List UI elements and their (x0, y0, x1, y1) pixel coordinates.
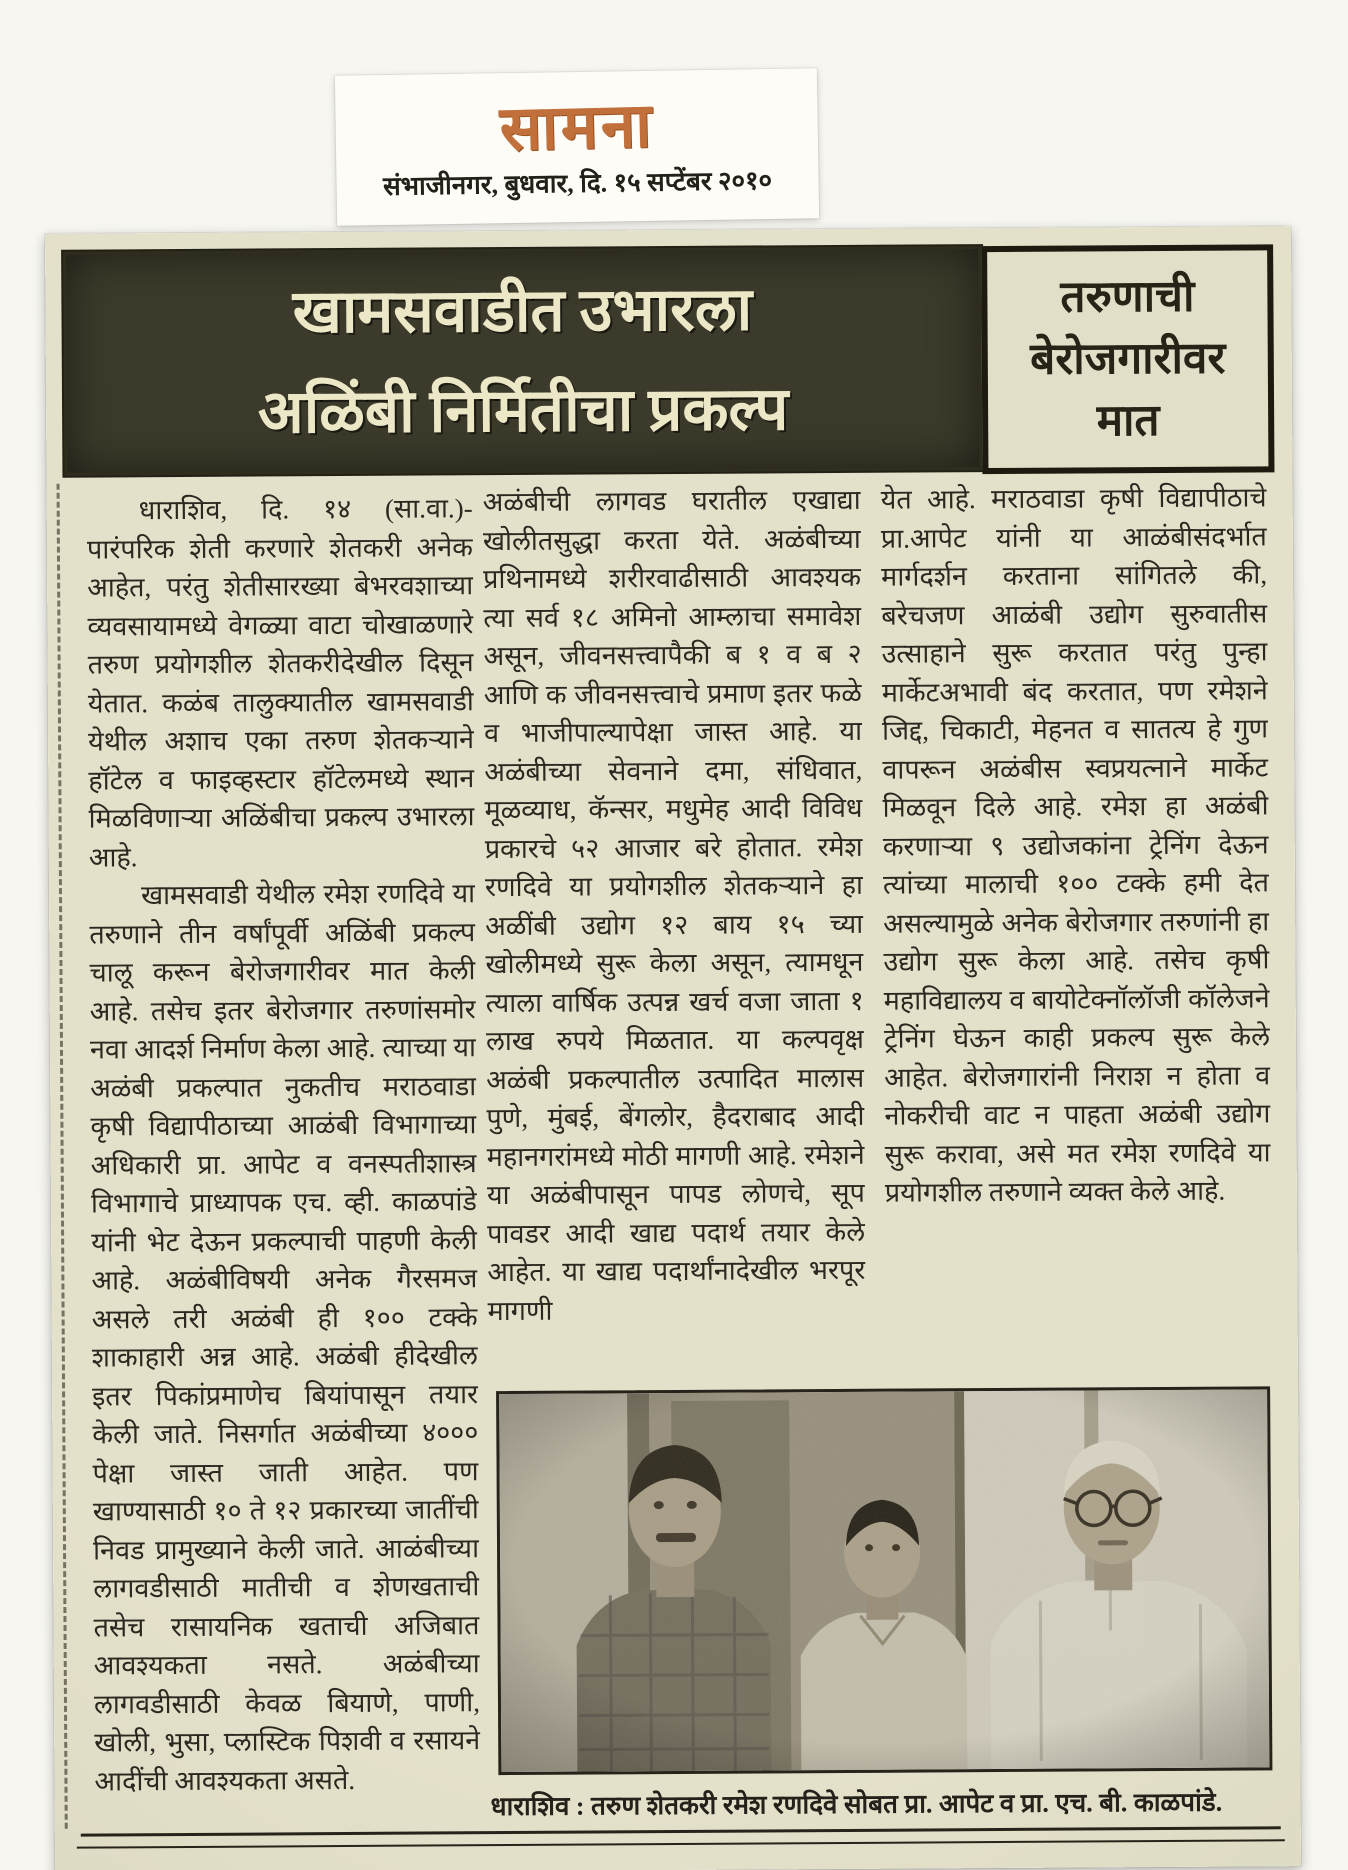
paragraph: येत आहे. मराठवाडा कृषी विद्यापीठाचे प्रा.आपेट यांनी या आळंबीसंदर्भात मार्गदर्शन करताना सांगितले की, बरेचजण आळंबी उद्योग सुरुवातीस उत्साहाने सुरू करतात परंतु पुन्हा मार्केटअभावी बंद करतात, पण रमेशने जिद्द, चिकाटी, मेहनत व सातत्य हे गुण वापरून अळंबीस स्वप्रयत्नाने मार्केट मिळवून दिले आहे. रमेश हा अळंबी करणाऱ्या ९ उद्योजकांना ट्रेनिंग देऊन त्यांच्या मालाची १०० टक्के हमी देत असल्यामुळे अनेक बेरोजगार तरुणांनी हा उद्योग सुरू केला आहे. तसेच कृषी महाविद्यालय व बायोटेक्नॉलॉजी कॉलेजने ट्रेनिंग घेऊन काही प्रकल्प सुरू केले आहेत. बेरोजगारांनी निराश न होता व नोकरीची वाट न पाहता अळंबी उद्योग सुरू करावा, असे मत रमेश रणदिवे या प्रयोगशील तरुणाने व्यक्त केले आहे. (880, 482, 1271, 1208)
bottom-rule-secondary (77, 1839, 1285, 1848)
side-headline-line3: मात (1096, 396, 1160, 446)
side-headline-line1: तरुणाची (1060, 271, 1195, 322)
article-column-1 (87, 489, 481, 1827)
bottom-rule (81, 1826, 1281, 1836)
side-headline-line2: बेरोजगारीवर (1030, 333, 1226, 384)
main-headline-panel (63, 246, 982, 476)
paragraph: अळंबीची लागवड घरातील एखाद्या खोलीतसुद्धा करता येते. अळंबीच्या प्रथिनामध्ये शरीरवाढीसाठी आवश्यक त्या सर्व १८ अमिनो आम्लाचा समावेश असून, जीवनसत्त्वापैकी ब १ व ब २ आणि क जीवनसत्त्वाचे प्रमाण इतर फळे व भाजीपाल्यापेक्षा जास्त आहे. या अळंबीच्या सेवनाने दमा, संधिवात, मूळव्याध, कॅन्सर, मधुमेह आदी विविध प्रकारचे ५२ आजार बरे होतात. रमेश रणदिवे या प्रयोगशील शेतकऱ्याने हा अळींबी उद्योग १२ बाय १५ च्या खोलीमध्ये सुरू केला असून, त्यामधून त्याला वार्षिक उत्पन्न खर्च वजा जाता १ लाख रुपये मिळतात. या कल्पवृक्ष अळंबी प्रकल्पातील उत्पादित मालास पुणे, मुंबई, बेंगलोर, हैदराबाद आदी महानगरांमध्ये मोठी मागणी आहे. रमेशने या अळंबीपासून पापड लोणचे, सूप पावडर आदी खाद्य पदार्थ तयार केले आहेत. या खाद्य पदार्थांनादेखील भरपूर मागणी (482, 484, 866, 1326)
article-column-3 (881, 478, 1272, 1294)
article-clipping (45, 226, 1301, 1870)
news-photo (496, 1386, 1272, 1775)
dateline: संभाजीनगर, बुधवार, दि. १५ सप्टेंबर २०१० (382, 165, 773, 201)
torn-edge-marks (57, 484, 68, 1829)
paragraph: धाराशिव, दि. १४ (सा.वा.)- पारंपरिक शेती करणारे शेतकरी अनेक आहेत, परंतु शेतीसारख्या बेभरवशाच्या व्यवसायामध्ये वेगळ्या वाटा चोखाळणारे तरुण प्रयोगशील शेतकरीदेखील दिसून येतात. कळंब तालुक्यातील खामसवाडी येथील अशाच एका तरुण शेतकऱ्याने हॉटेल व फाइव्हस्टार हॉटेलमध्ये स्थान मिळविणाऱ्या अळिंबीचा प्रकल्प उभारला आहे. (86, 493, 475, 873)
main-headline-line1: खामसवाडीत उभारला (292, 276, 753, 346)
newspaper-logo: सामना (498, 88, 655, 166)
main-headline-line2: अळिंबी निर्मितीचा प्रकल्प (257, 376, 789, 446)
side-headline-panel (981, 244, 1274, 474)
news-photo-illustration (499, 1389, 1269, 1772)
paragraph: खामसवाडी येथील रमेश रणदिवे या तरुणाने तीन वर्षांपूर्वी अळिंबी प्रकल्प चालू करून बेरोजगारीवर मात केली आहे. तसेच इतर बेरोजगार तरुणांसमोर नवा आदर्श निर्माण केला आहे. त्याच्या या अळंबी प्रकल्पात नुकतीच मराठवाडा कृषी विद्यापीठाच्या आळंबी विभागाच्या अधिकारी प्रा. आपेट व वनस्पतीशास्त्र विभागाचे प्राध्यापक एच. व्ही. काळपांडे यांनी भेट देऊन प्रकल्पाची पाहणी केली आहे. अळंबीविषयी अनेक गैरसमज असले तरी अळंबी ही १०० टक्के शाकाहारी अन्न आहे. अळंबी हीदेखील इतर पिकांप्रमाणेच बियांपासून तयार केली जाते. निसर्गात अळंबीच्या ४००० पेक्षा जास्त जाती आहेत. पण खाण्यासाठी १० ते १२ प्रकारच्या जातींची निवड प्रामुख्याने केली जाते. आळंबीच्या लागवडीसाठी मातीची व शेणखताची तसेच रासायनिक खताची अजिबात आवश्यकता नसते. अळंबीच्या लागवडीसाठी केवळ बियाणे, पाणी, खोली, भुसा, प्लास्टिक पिशवी व रसायने आदींची आवश्यकता असते. (89, 878, 481, 1797)
masthead-clipping (335, 68, 819, 226)
article-column-2 (483, 481, 867, 1395)
photo-caption: धाराशिव : तरुण शेतकरी रमेश रणदिवे सोबत प्रा. आपेट व प्रा. एच. बी. काळपांडे. (490, 1787, 1223, 1822)
